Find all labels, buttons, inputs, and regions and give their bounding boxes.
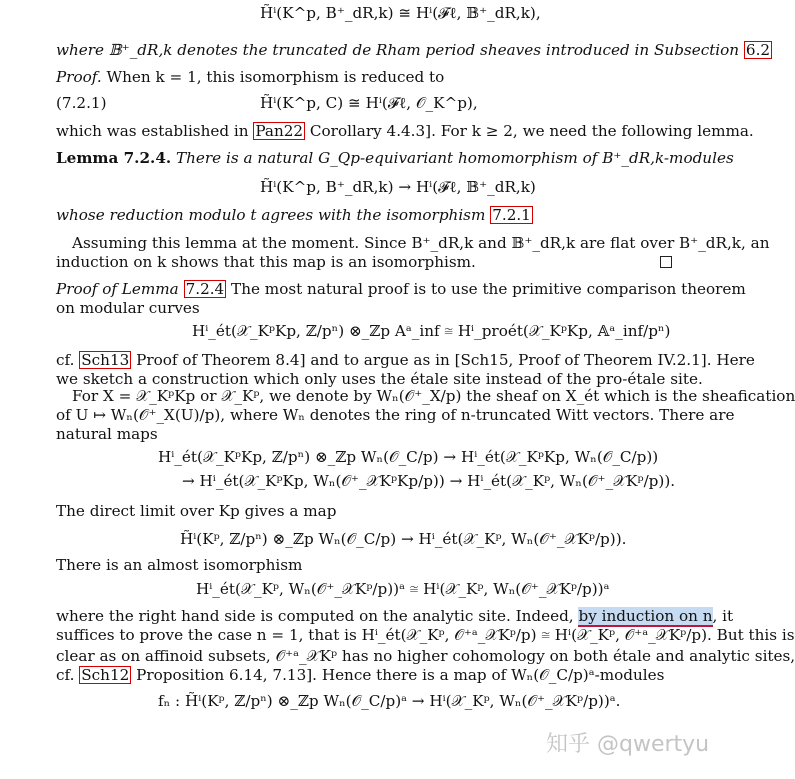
highlighted-phrase: by induction on n — [578, 607, 713, 625]
text-line: cf. Sch13 Proof of Theorem 8.4] and to argue as in [Sch15, Proof of Theorem IV.2.1]. Here — [56, 351, 755, 369]
text-line: suffices to prove the case n = 1, that is Hⁱ_ét(𝒳_Kᵖ, 𝒪⁺ᵃ_𝒳Kᵖ/p) ≅ Hⁱ(𝒳_Kᵖ, 𝒪⁺ᵃ_𝒳Kᵖ/p). But this is — [56, 626, 795, 644]
text-line: Proof of Lemma 7.2.4 The most natural proof is to use the primitive comparison theorem — [56, 280, 746, 298]
text-line: H̃ⁱ(K^p, B⁺_dR,k) ≅ Hⁱ(𝓕ℓ, 𝔹⁺_dR,k), — [260, 4, 541, 22]
text-line: → Hⁱ_ét(𝒳_KᵖKp, Wₙ(𝒪⁺_𝒳KᵖKp/p)) → Hⁱ_ét(𝒳_Kᵖ, Wₙ(𝒪⁺_𝒳Kᵖ/p)). — [182, 472, 676, 490]
text-line: where 𝔹⁺_dR,k denotes the truncated de Rham period sheaves introduced in Subsection 6.2 — [56, 41, 771, 59]
citation-link[interactable]: Sch13 — [81, 351, 130, 369]
text-line: Lemma 7.2.4. There is a natural G_Qp-equivariant homomorphism of B⁺_dR,k-modules — [56, 149, 734, 167]
text-line: natural maps — [56, 425, 158, 443]
text-line: of U ↦ Wₙ(𝒪⁺_X(U)/p), where Wₙ denotes the ring of n-truncated Witt vectors. There are — [56, 406, 735, 424]
text-line: on modular curves — [56, 299, 200, 317]
text-line: which was established in Pan22 Corollary 4.4.3]. For k ≥ 2, we need the following lemma. — [56, 122, 754, 140]
text-line: Hⁱ_ét(𝒳_KᵖKp, ℤ/pⁿ) ⊗_ℤp Aᵃ_inf ≅ Hⁱ_proét(𝒳_KᵖKp, 𝔸ᵃ_inf/pⁿ) — [192, 322, 671, 340]
text-line: H̃ⁱ(Kᵖ, ℤ/pⁿ) ⊗_ℤp Wₙ(𝒪_C/p) → Hⁱ_ét(𝒳_Kᵖ, Wₙ(𝒪⁺_𝒳Kᵖ/p)). — [180, 530, 627, 548]
citation-link[interactable]: 7.2.4 — [185, 280, 225, 298]
citation-link[interactable]: Sch12 — [81, 666, 130, 684]
text-line: Hⁱ_ét(𝒳_Kᵖ, Wₙ(𝒪⁺_𝒳Kᵖ/p))ᵃ ≅ Hⁱ(𝒳_Kᵖ, Wₙ(𝒪⁺_𝒳Kᵖ/p))ᵃ — [196, 580, 610, 598]
text-line: The direct limit over Kp gives a map — [56, 502, 337, 520]
text-line: H̃ⁱ(K^p, C) ≅ Hⁱ(𝓕ℓ, 𝒪_K^p), — [260, 94, 478, 112]
citation-link[interactable]: 7.2.1 — [492, 206, 531, 224]
text-line: H̃ⁱ(K^p, B⁺_dR,k) → Hⁱ(𝓕ℓ, 𝔹⁺_dR,k) — [260, 178, 536, 196]
text-line: Assuming this lemma at the moment. Since B⁺_dR,k and 𝔹⁺_dR,k are flat over B⁺_dR,k, an — [72, 234, 770, 252]
text-line: Hⁱ_ét(𝒳_KᵖKp, ℤ/pⁿ) ⊗_ℤp Wₙ(𝒪_C/p) → Hⁱ_ét(𝒳_KᵖKp, Wₙ(𝒪_C/p)) — [158, 448, 659, 466]
watermark: 知乎 @qwertyu — [546, 732, 710, 757]
citation-link[interactable]: 6.2 — [745, 41, 771, 59]
text-line: fₙ : H̃ⁱ(Kᵖ, ℤ/pⁿ) ⊗_ℤp Wₙ(𝒪_C/p)ᵃ → Hⁱ(𝒳_Kᵖ, Wₙ(𝒪⁺_𝒳Kᵖ/p))ᵃ. — [158, 692, 621, 710]
text-line: (7.2.1) — [56, 94, 107, 112]
qed-square — [660, 256, 672, 268]
text-line: There is an almost isomorphism — [56, 556, 303, 574]
text-line: clear as on affinoid subsets, 𝒪⁺ᵃ_𝒳Kᵖ has no higher cohomology on both étale and analytic sites, — [56, 647, 795, 665]
text-line: induction on k shows that this map is an isomorphism. — [56, 253, 476, 271]
text-line: where the right hand side is computed on the analytic site. Indeed, by induction on n, it — [56, 607, 734, 625]
text-line: we sketch a construction which only uses the étale site instead of the pro-étale site. — [56, 370, 703, 388]
citation-link[interactable]: Pan22 — [255, 122, 304, 140]
text-line: cf. Sch12 Proposition 6.14, 7.13]. Hence there is a map of Wₙ(𝒪_C/p)ᵃ-modules — [56, 666, 665, 684]
text-line: Proof. When k = 1, this isomorphism is reduced to — [56, 68, 445, 86]
text-line: For X = 𝒳_KᵖKp or 𝒳_Kᵖ, we denote by Wₙ(𝒪⁺_X/p) the sheaf on X_ét which is the sheafication — [72, 387, 795, 405]
text-line: whose reduction modulo t agrees with the isomorphism 7.2.1 — [56, 206, 531, 224]
